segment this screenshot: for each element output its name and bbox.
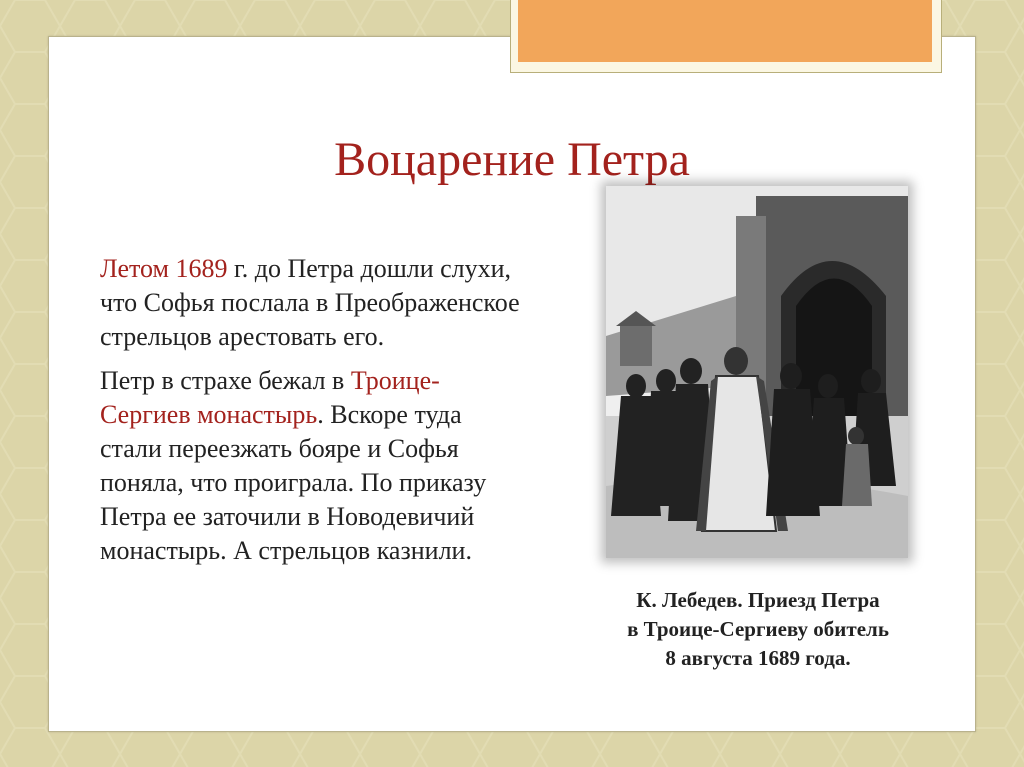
paragraph-2 — [100, 364, 520, 568]
caption-line-3: 8 августа 1689 года. — [665, 646, 851, 670]
paragraph-2-after: . Вскоре туда стали переезжать бояре и Софья поняла, что проиграла. По приказу Петра ее заточили в Новодевичий монастырь. А стрельцов казнили. — [100, 400, 487, 565]
caption-line-2: в Троице-Сергиеву обитель — [627, 617, 889, 641]
painting-image — [606, 186, 908, 558]
paragraph-1-rest: г. до Петра дошли слухи, что Софья послала в Преображенское стрельцов арестовать его. — [100, 254, 520, 351]
paragraph-1-lead: Летом 1689 — [100, 254, 228, 283]
decorative-tab — [518, 0, 932, 62]
painting-caption — [588, 586, 928, 673]
body-text — [100, 252, 520, 578]
slide-title: Воцарение Петра — [334, 133, 690, 186]
paragraph-1 — [100, 252, 520, 354]
caption-line-1: К. Лебедев. Приезд Петра — [636, 588, 880, 612]
paragraph-2-highlight: Троице-Сергиев монастырь — [100, 366, 440, 429]
paragraph-2-before: Петр в страхе бежал в — [100, 366, 351, 395]
